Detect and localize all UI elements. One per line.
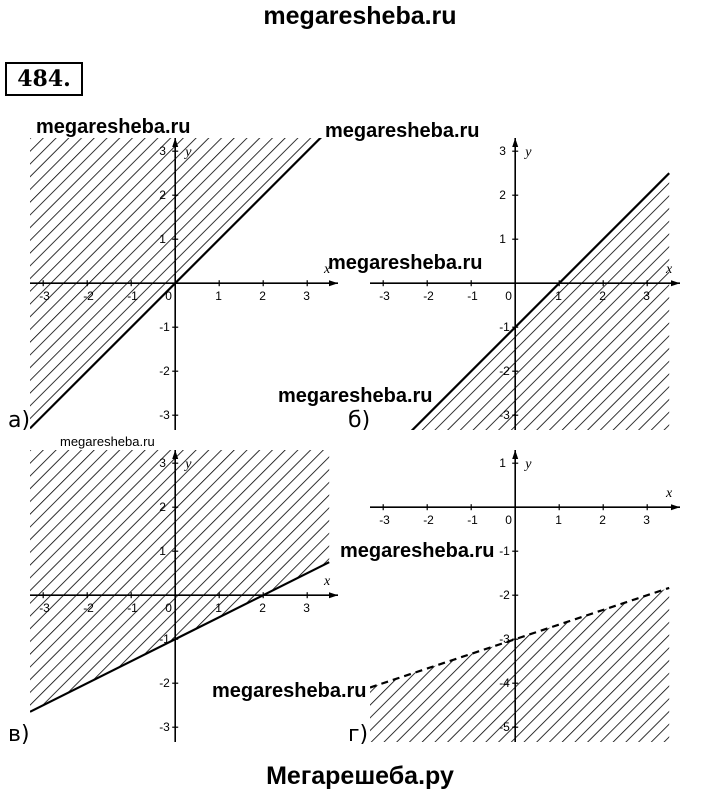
x-tick-label: 3 [303,289,310,304]
y-tick-label: 3 [159,456,166,471]
y-tick-label: -3 [499,408,510,423]
shaded-region [370,588,669,742]
x-tick-label: 0 [165,601,172,616]
x-tick-label: 2 [259,289,266,304]
y-tick-label: 1 [159,232,166,247]
panel-label-b: б) [348,408,371,433]
graph-panel-d [370,450,680,742]
y-tick-label: -1 [499,544,510,559]
y-tick-label: -5 [499,720,510,735]
x-tick-label: 1 [215,601,222,616]
y-axis-label: y [185,457,192,472]
y-tick-label: 2 [499,188,506,203]
x-tick-label: -3 [379,289,390,304]
y-tick-label: 3 [159,144,166,159]
y-tick-label: 2 [159,500,166,515]
x-axis-label: x [666,486,673,502]
y-tick-label: -3 [159,408,170,423]
y-tick-label: 1 [499,456,506,471]
panel-label-d: г) [348,722,369,747]
y-axis-label: y [525,457,532,472]
x-axis-arrow [671,280,680,286]
watermark: megaresheba.ru [278,385,433,407]
x-tick-label: 0 [505,289,512,304]
panel-label-c: в) [8,722,30,747]
x-axis-arrow [671,504,680,510]
x-tick-label: 0 [165,289,172,304]
x-tick-label: -2 [83,289,94,304]
x-tick-label: 0 [505,513,512,528]
x-tick-label: -1 [467,513,478,528]
x-tick-label: 1 [555,513,562,528]
x-tick-label: 1 [555,289,562,304]
y-tick-label: -1 [159,632,170,647]
x-tick-label: 1 [215,289,222,304]
x-tick-label: 2 [599,513,606,528]
x-tick-label: -3 [39,289,50,304]
x-tick-label: 2 [599,289,606,304]
y-axis-arrow [512,138,518,147]
watermark: megaresheba.ru [340,540,495,562]
y-tick-label: 1 [159,544,166,559]
x-axis-arrow [329,280,338,286]
y-tick-label: -4 [499,676,510,691]
x-tick-label: -2 [423,289,434,304]
y-tick-label: 2 [159,188,166,203]
x-tick-label: -3 [379,513,390,528]
header-watermark: megaresheba.ru [263,2,457,30]
y-tick-label: -2 [499,588,510,603]
x-tick-label: 3 [643,289,650,304]
y-tick-label: -3 [159,720,170,735]
x-tick-label: -1 [467,289,478,304]
y-tick-label: -3 [499,632,510,647]
y-tick-label: -2 [159,364,170,379]
x-tick-label: -2 [423,513,434,528]
y-tick-label: 1 [499,232,506,247]
watermark: megaresheba.ru [36,116,191,138]
y-tick-label: -1 [159,320,170,335]
x-tick-label: -1 [127,289,138,304]
y-tick-label: -2 [499,364,510,379]
x-axis-label: x [324,574,331,590]
shaded-region [30,450,329,712]
y-axis-label: y [525,145,532,160]
footer-watermark: Мегарешеба.ру [266,762,454,790]
problem-number: 484. [5,62,83,96]
x-axis-label: x [324,262,331,278]
x-tick-label: 3 [643,513,650,528]
x-tick-label: -3 [39,601,50,616]
x-tick-label: -2 [83,601,94,616]
panel-label-a: а) [8,408,31,433]
y-tick-label: -2 [159,676,170,691]
y-tick-label: 3 [499,144,506,159]
y-axis-label: y [185,145,192,160]
watermark: megaresheba.ru [325,120,480,142]
x-axis-arrow [329,592,338,598]
y-axis-arrow [512,450,518,459]
watermark: megaresheba.ru [60,434,155,449]
x-tick-label: 2 [259,601,266,616]
watermark: megaresheba.ru [212,680,367,702]
y-tick-label: -1 [499,320,510,335]
x-tick-label: -1 [127,601,138,616]
watermark: megaresheba.ru [328,252,483,274]
x-axis-label: x [666,262,673,278]
x-tick-label: 3 [303,601,310,616]
